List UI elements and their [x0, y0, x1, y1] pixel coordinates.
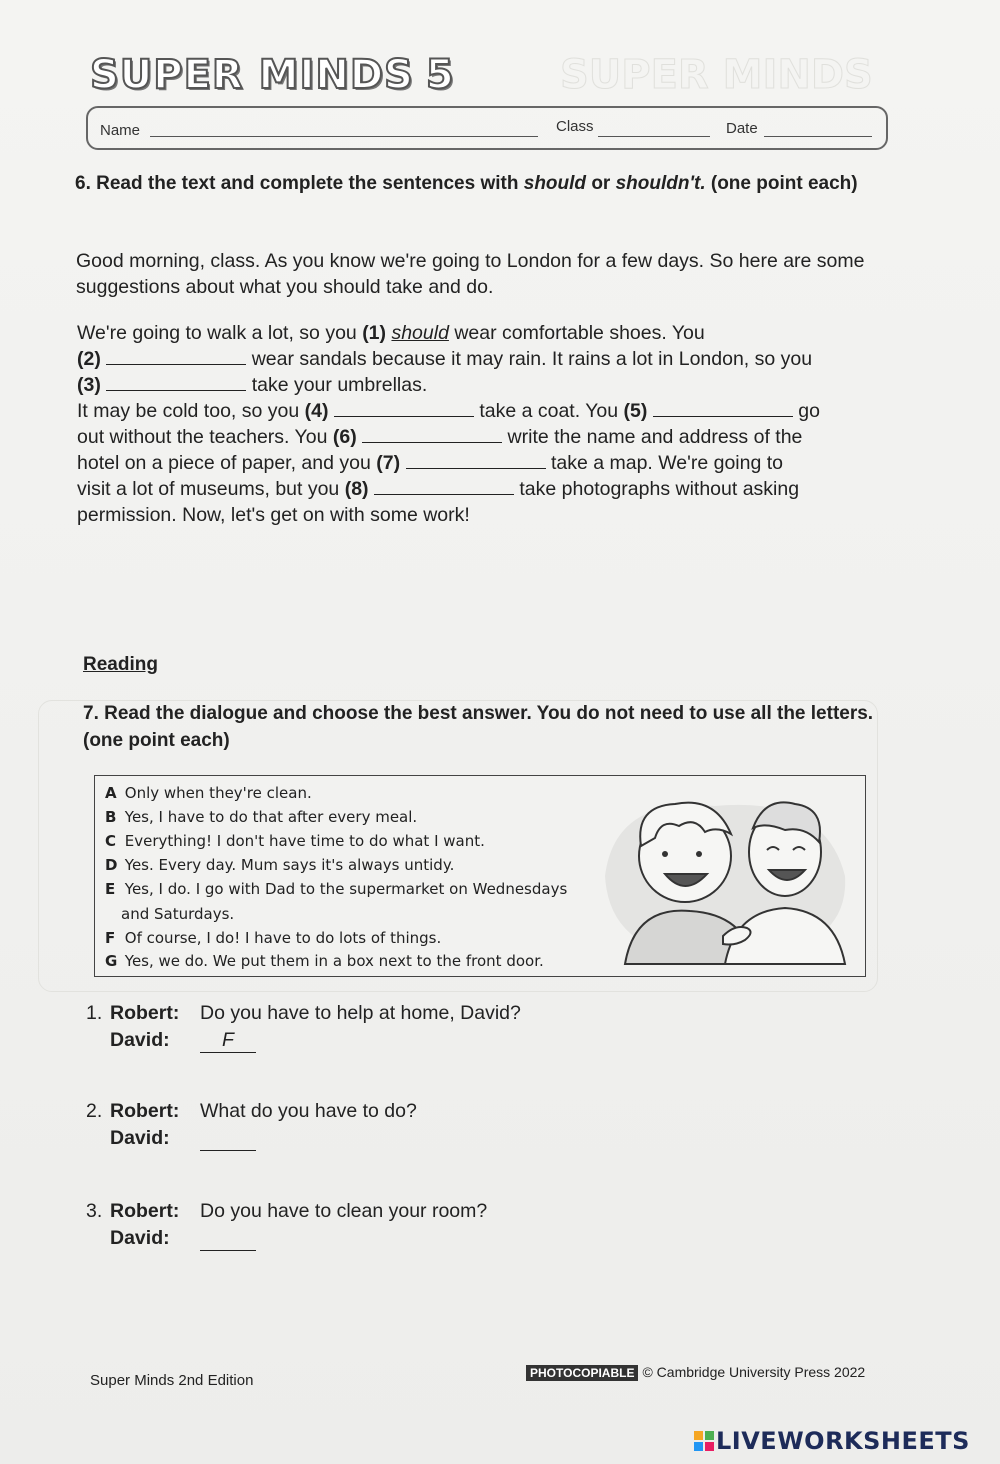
liveworksheets-logo: LIVEWORKSHEETS	[694, 1427, 970, 1455]
edition-label: Super Minds 2nd Edition	[90, 1372, 254, 1389]
bleed-through-logo: SUPER MINDS	[560, 52, 873, 98]
option-f: F Of course, I do! I have to do lots of things.	[105, 929, 442, 947]
option-d: D Yes. Every day. Mum says it's always untidy.	[105, 856, 455, 874]
option-g: G Yes, we do. We put them in a box next to the front door.	[105, 952, 544, 970]
option-b: B Yes, I have to do that after every meal.	[105, 808, 418, 826]
class-label: Class	[556, 118, 594, 135]
blank-2[interactable]	[106, 346, 246, 365]
two-boys-illustration	[595, 786, 855, 966]
option-e: E Yes, I do. I go with Dad to the supermarket on Wednesdays	[105, 880, 568, 898]
blank-3[interactable]	[106, 372, 246, 391]
dialogue-3: 3. Robert: Do you have to clean your room? David:	[86, 1200, 488, 1249]
blank-6[interactable]	[362, 424, 502, 443]
date-label: Date	[726, 120, 758, 137]
student-info-bar	[86, 106, 888, 150]
class-field[interactable]	[598, 136, 710, 137]
option-c: C Everything! I don't have time to do what I want.	[105, 832, 485, 850]
example-answer: should	[391, 322, 449, 344]
answer-options-box	[94, 775, 866, 977]
exercise-6-text: We're going to walk a lot, so you (1) should wear comfortable shoes. You (2) wear sandals because it may rain. It rains a lot in London, so you (3) take your umbrellas. It may be cold too, so you (4) take a coat. You (5) go out without the teachers. You (6) write the name and address of the hotel on a piece of paper, and you (7) take a map. We're going to visit a lot of museums, but you (8) take photographs without asking permission. Now, let's get on with some work!	[77, 322, 820, 526]
name-field[interactable]	[150, 136, 538, 137]
photocopiable-badge: PHOTOCOPIABLE	[526, 1365, 638, 1381]
super-minds-logo: SUPER MINDS 5	[90, 52, 455, 98]
copyright: PHOTOCOPIABLE © Cambridge University Press 2022	[526, 1364, 865, 1381]
dialogue-2: 2. Robert: What do you have to do? David:	[86, 1100, 417, 1149]
option-e-continued: and Saturdays.	[121, 905, 235, 923]
liveworksheets-icon	[694, 1431, 714, 1451]
exercise-7-heading: 7. Read the dialogue and choose the best answer. You do not need to use all the letters. (one point each)	[83, 703, 874, 751]
name-label: Name	[100, 122, 141, 139]
date-field[interactable]	[764, 136, 872, 137]
answer-2-field[interactable]	[200, 1127, 256, 1151]
answer-1-field[interactable]: F	[200, 1029, 256, 1053]
blank-5[interactable]	[653, 398, 793, 417]
blank-8[interactable]	[374, 476, 514, 495]
blank-7[interactable]	[406, 450, 546, 469]
answer-3-field[interactable]	[200, 1227, 256, 1251]
dialogue-1: 1. Robert: Do you have to help at home, David? David: F	[86, 1002, 521, 1051]
intro-paragraph: Good morning, class. As you know we're going to London for a few days. So here are some suggestions about what you should take and do.	[76, 250, 865, 298]
option-a: A Only when they're clean.	[105, 784, 312, 802]
exercise-6-heading: 6. Read the text and complete the sentences with should or shouldn't. (one point each)	[75, 173, 858, 194]
reading-section-title: Reading	[83, 654, 158, 675]
blank-4[interactable]	[334, 398, 474, 417]
